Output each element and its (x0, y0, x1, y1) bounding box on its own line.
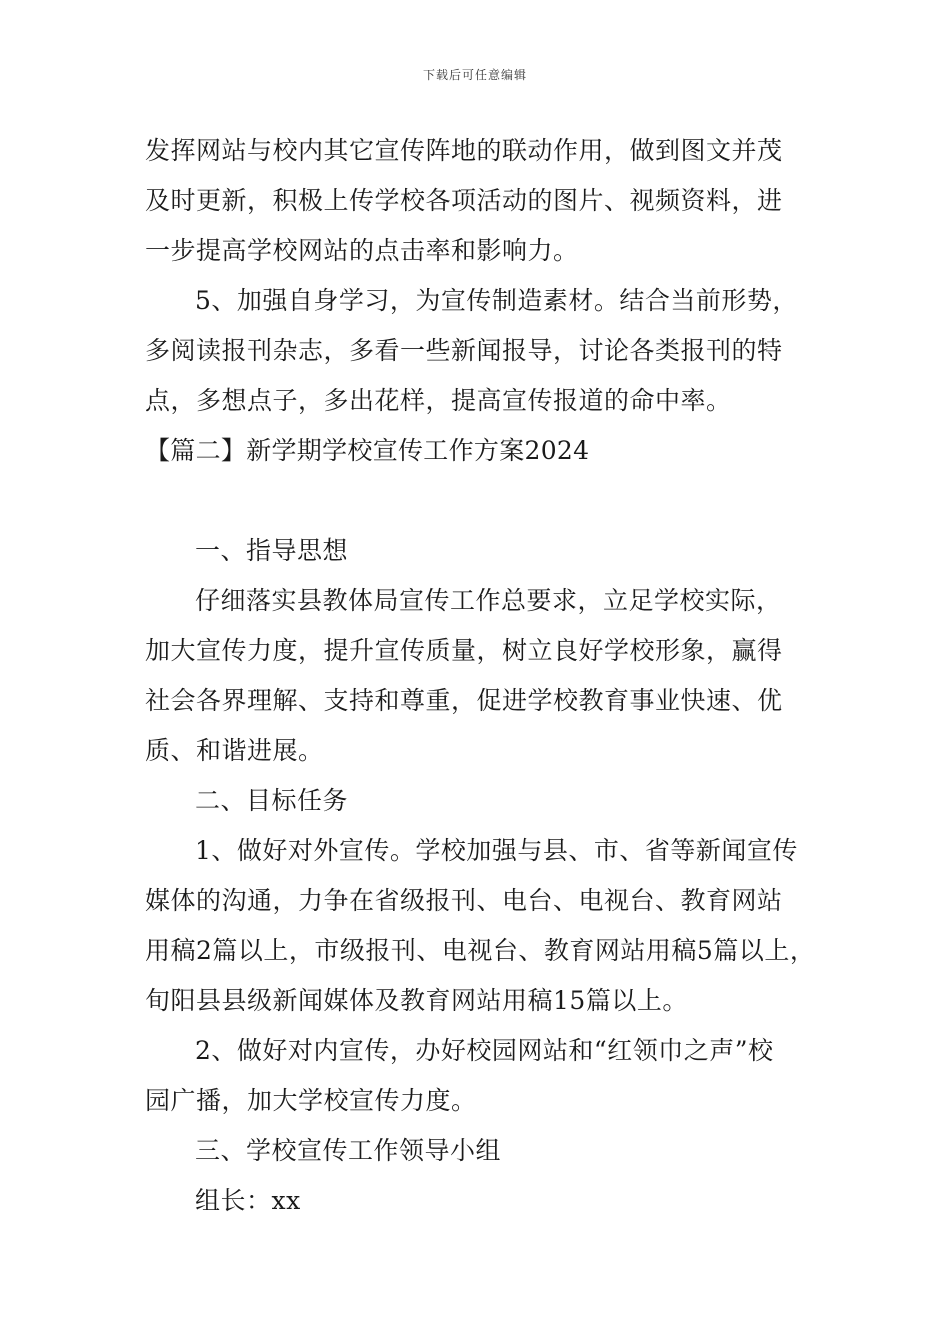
section-title: 【篇二】新学期学校宣传工作方案2024 (145, 436, 590, 465)
text-line: 加大宣传力度，提升宣传质量，树立良好学校形象，赢得 (145, 636, 783, 665)
text-line: 2、做好对内宣传，办好校园网站和“红领巾之声”校 (195, 1036, 774, 1065)
text-line: 及时更新，积极上传学校各项活动的图片、视频资料，进 (145, 186, 783, 215)
paragraph-guiding-ideology (145, 576, 825, 776)
heading-goals-tasks: 二、目标任务 (195, 786, 349, 815)
blank-line (145, 476, 825, 526)
text-line: 5、加强自身学习，为宣传制造素材。结合当前形势， (195, 286, 798, 315)
paragraph-self-study (145, 276, 825, 426)
text-line: 1、做好对外宣传。学校加强与县、市、省等新闻宣传 (195, 836, 798, 865)
heading-leadership-group: 三、学校宣传工作领导小组 (195, 1136, 502, 1165)
page-header: 下载后可任意编辑 (422, 68, 527, 82)
paragraph-website-linkage (145, 126, 825, 276)
text-line: 发挥网站与校内其它宣传阵地的联动作用，做到图文并茂 (145, 136, 783, 165)
paragraph-external-publicity (145, 826, 825, 1026)
text-line: 媒体的沟通，力争在省级报刊、电台、电视台、教育网站 (145, 886, 783, 915)
leader-line: 组长：xx (195, 1186, 301, 1215)
text-line: 仔细落实县教体局宣传工作总要求，立足学校实际， (195, 586, 782, 615)
text-line: 多阅读报刊杂志，多看一些新闻报导，讨论各类报刊的特 (145, 336, 783, 365)
text-line: 质、和谐进展。 (145, 736, 324, 765)
text-line: 旬阳县县级新闻媒体及教育网站用稿15篇以上。 (145, 986, 688, 1015)
paragraph-internal-publicity (145, 1026, 825, 1126)
text-line: 园广播，加大学校宣传力度。 (145, 1086, 477, 1115)
text-line: 社会各界理解、支持和尊重，促进学校教育事业快速、优 (145, 686, 783, 715)
heading-guiding-ideology: 一、指导思想 (195, 536, 349, 565)
text-line: 点，多想点子，多出花样，提高宣传报道的命中率。 (145, 386, 732, 415)
document-body (145, 126, 825, 1226)
text-line: 用稿2篇以上，市级报刊、电视台、教育网站用稿5篇以上， (145, 936, 816, 965)
text-line: 一步提高学校网站的点击率和影响力。 (145, 236, 579, 265)
